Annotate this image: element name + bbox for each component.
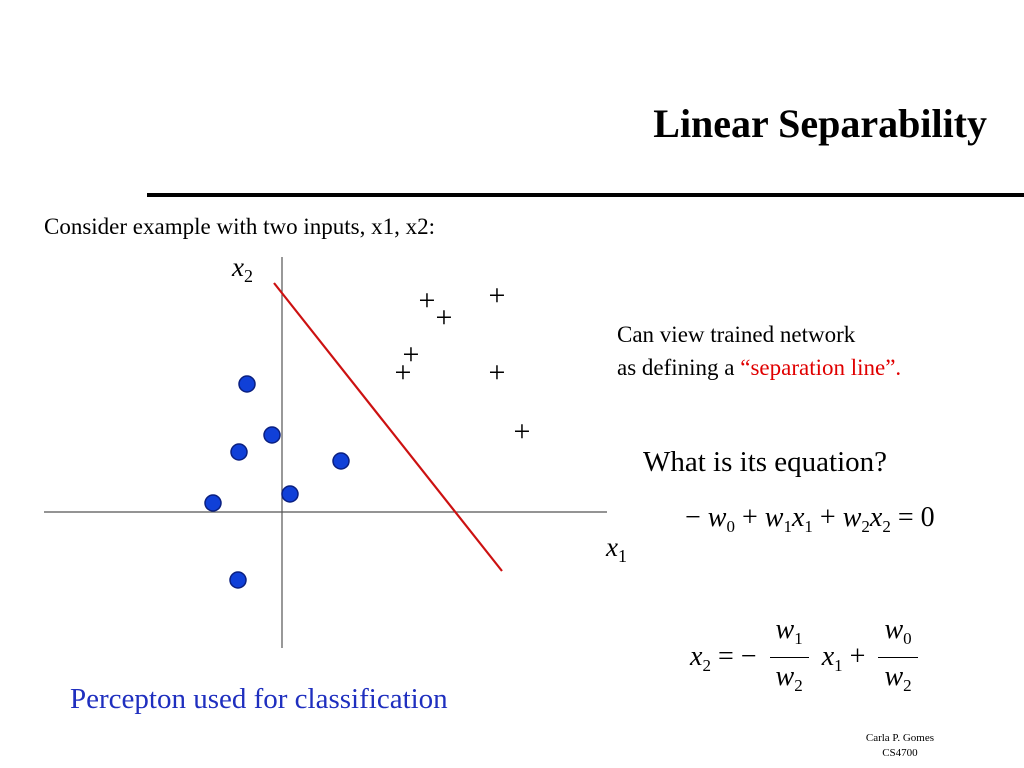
fraction-w1-over-w2: [770, 612, 809, 705]
eq1-zero: 0: [920, 502, 935, 533]
eq1-sub: 1: [804, 517, 813, 536]
fraction-numerator: [770, 612, 809, 658]
eq2-sub: 2: [794, 676, 803, 695]
slide-title: Linear Separability: [653, 101, 987, 146]
eq2-sub: 1: [834, 655, 843, 675]
eq1-x: x: [869, 502, 883, 533]
x-axis-label-var: x: [606, 532, 618, 562]
footer-author: Carla P. Gomes: [865, 732, 934, 744]
positive-point: +: [402, 338, 420, 371]
equation-line-form: [690, 612, 924, 705]
slide-footer: [866, 731, 934, 761]
positive-examples: [395, 279, 531, 448]
eq1-sub: 1: [783, 517, 792, 536]
positive-point: +: [488, 356, 506, 389]
note-line-1: Can view trained network: [617, 322, 856, 347]
eq1-plus: +: [741, 502, 758, 533]
separation-line: [274, 283, 502, 571]
positive-point: +: [435, 301, 453, 334]
intro-text: Consider example with two inputs, x1, x2:: [44, 214, 435, 239]
eq2-minus: −: [740, 640, 757, 672]
eq2-x: x: [821, 640, 835, 672]
note-line-2: [617, 351, 901, 384]
positive-point: +: [488, 279, 506, 312]
positive-point: +: [394, 356, 412, 389]
eq1-sub: 2: [861, 517, 870, 536]
negative-point: [282, 486, 298, 502]
eq1-w: w: [764, 502, 784, 533]
eq2-sub: 2: [903, 676, 912, 695]
y-axis-label: [232, 252, 253, 287]
positive-point: +: [513, 415, 531, 448]
fraction-denominator: [878, 658, 917, 705]
eq1-sub: 2: [882, 517, 891, 536]
eq1-x: x: [791, 502, 805, 533]
slide-caption: Percepton used for classification: [70, 683, 448, 715]
eq1-equals: =: [897, 502, 914, 533]
negative-examples: [205, 376, 349, 588]
eq1-minus: −: [685, 502, 701, 533]
eq2-lhs-var: x: [690, 640, 703, 672]
negative-point: [205, 495, 221, 511]
positive-point: +: [418, 284, 436, 317]
footer-course: CS4700: [882, 747, 918, 759]
equation-weighted-sum: [685, 502, 935, 537]
negative-point: [264, 427, 280, 443]
negative-point: [230, 572, 246, 588]
eq2-w: w: [884, 661, 904, 692]
x-axis-label: [606, 532, 627, 567]
eq2-lhs-sub: 2: [702, 655, 711, 675]
x-axis-label-sub: 1: [617, 546, 627, 566]
negative-point: [239, 376, 255, 392]
eq2-w: w: [884, 614, 904, 645]
eq1-w: w: [707, 502, 727, 533]
eq2-sub: 1: [794, 629, 803, 648]
negative-point: [333, 453, 349, 469]
note-line-2-prefix: as defining a: [617, 355, 741, 380]
y-axis-label-sub: 2: [243, 266, 253, 286]
fraction-numerator: [878, 612, 917, 658]
separation-note: [617, 318, 901, 384]
fraction-denominator: [770, 658, 809, 705]
note-highlight: “separation line”.: [740, 355, 902, 380]
eq2-plus: +: [849, 640, 866, 672]
eq1-sub: 0: [726, 517, 735, 536]
equation-question: What is its equation?: [643, 446, 888, 478]
eq2-sub: 0: [903, 629, 912, 648]
fraction-w0-over-w2: [878, 612, 917, 705]
negative-point: [231, 444, 247, 460]
eq2-w: w: [775, 661, 795, 692]
eq1-plus: +: [819, 502, 836, 533]
eq2-equals: =: [717, 640, 734, 672]
eq1-w: w: [842, 502, 862, 533]
y-axis-label-var: x: [232, 252, 244, 282]
eq2-w: w: [775, 614, 795, 645]
